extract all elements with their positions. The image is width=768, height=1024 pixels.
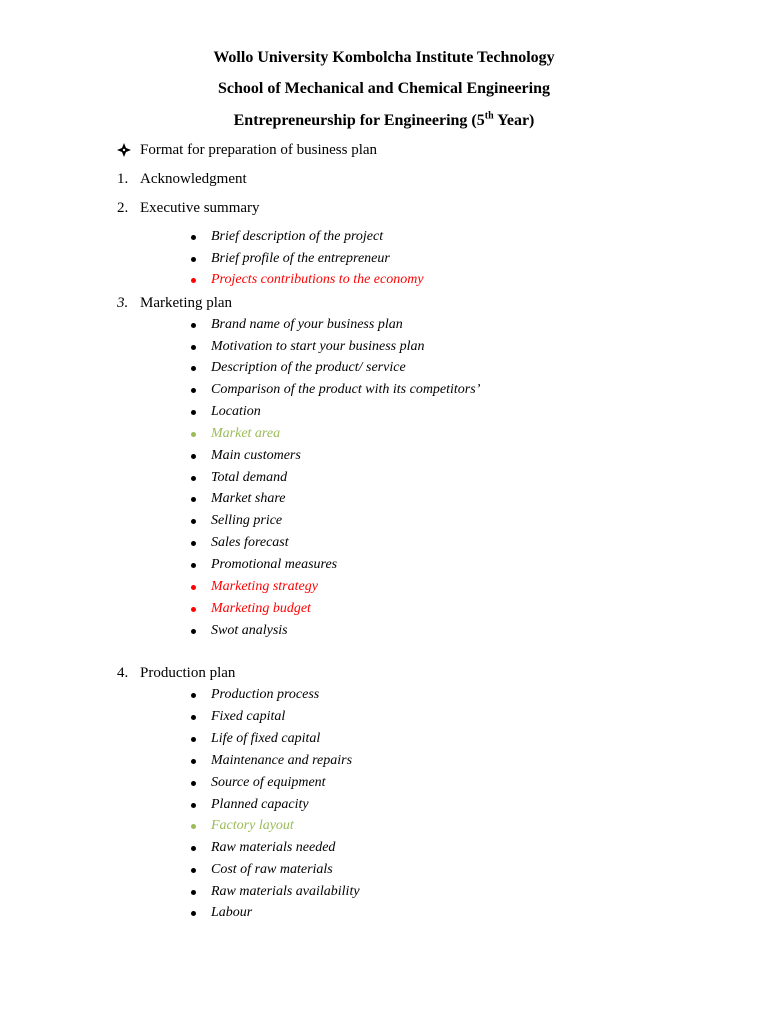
intro-line <box>0 140 768 160</box>
bullet-dot-icon <box>191 497 196 502</box>
list-item-text: Promotional measures <box>211 557 338 572</box>
bullet-dot-icon <box>191 781 196 786</box>
list-item <box>0 359 768 377</box>
list-item <box>0 425 768 443</box>
bullet-dot-icon <box>191 737 196 742</box>
bullet-dot-icon <box>191 541 196 546</box>
list-item-text: Projects contributions to the economy <box>211 272 424 287</box>
list-item-text: Brief description of the project <box>211 229 384 244</box>
list-item <box>0 534 768 552</box>
list-item <box>0 403 768 421</box>
list-item-text: Fixed capital <box>211 709 286 724</box>
list-item <box>0 817 768 835</box>
section-acknowledgment <box>0 169 768 189</box>
bullet-dot-icon <box>191 519 196 524</box>
list-item-text: Maintenance and repairs <box>211 753 353 768</box>
section-title: Executive summary <box>140 200 260 216</box>
section-number: 4. <box>117 665 129 681</box>
course-title-main: Entrepreneurship for Engineering (5 <box>233 112 485 129</box>
list-item-text: Marketing budget <box>211 601 311 616</box>
list-item-text: Total demand <box>211 470 288 485</box>
list-item <box>0 338 768 356</box>
list-item <box>0 774 768 792</box>
list-item <box>0 316 768 334</box>
list-item-text: Planned capacity <box>211 797 309 812</box>
list-item <box>0 752 768 770</box>
course-title-end: Year) <box>493 112 535 129</box>
list-item-text: Market share <box>211 491 286 506</box>
bullet-dot-icon <box>191 345 196 350</box>
list-item <box>0 490 768 508</box>
section-number: 3. <box>117 295 129 311</box>
school-title: School of Mechanical and Chemical Engineering <box>218 80 550 97</box>
section-marketing-plan <box>0 293 768 313</box>
list-item-text: Selling price <box>211 513 283 528</box>
list-item <box>0 883 768 901</box>
list-item <box>0 708 768 726</box>
bullet-dot-icon <box>191 629 196 634</box>
bullet-dot-icon <box>191 476 196 481</box>
list-item-text: Market area <box>211 426 281 441</box>
intro-text: Format for preparation of business plan <box>140 142 378 158</box>
bullet-dot-icon <box>191 432 196 437</box>
bullet-dot-icon <box>191 759 196 764</box>
section-title: Acknowledgment <box>140 171 247 187</box>
list-item <box>0 578 768 596</box>
list-item-text: Location <box>211 404 261 419</box>
list-item-text: Description of the product/ service <box>211 360 406 375</box>
list-item <box>0 381 768 399</box>
course-title-superscript: th <box>484 110 494 122</box>
list-item <box>0 686 768 704</box>
list-item-text: Raw materials needed <box>211 840 336 855</box>
list-item-text: Marketing strategy <box>211 579 318 594</box>
bullet-dot-icon <box>191 715 196 720</box>
bullet-dot-icon <box>191 323 196 328</box>
list-item <box>0 228 768 246</box>
list-item <box>0 271 768 289</box>
list-item <box>0 447 768 465</box>
bullet-dot-icon <box>191 693 196 698</box>
bullet-dot-icon <box>191 257 196 262</box>
course-title <box>0 111 768 131</box>
section-number: 2. <box>117 200 129 216</box>
bullet-dot-icon <box>191 803 196 808</box>
list-item-text: Brief profile of the entrepreneur <box>211 251 390 266</box>
list-item <box>0 861 768 879</box>
bullet-dot-icon <box>191 846 196 851</box>
list-item <box>0 904 768 922</box>
list-item-text: Main customers <box>211 448 301 463</box>
list-item <box>0 512 768 530</box>
list-item <box>0 839 768 857</box>
section-executive-summary <box>0 198 768 218</box>
list-item-text: Production process <box>211 687 320 702</box>
list-item <box>0 622 768 640</box>
bullet-dot-icon <box>191 563 196 568</box>
list-item-text: Cost of raw materials <box>211 862 333 877</box>
institution-title: Wollo University Kombolcha Institute Technology <box>213 49 555 66</box>
bullet-dot-icon <box>191 868 196 873</box>
bullet-dot-icon <box>191 366 196 371</box>
section-production-plan <box>0 663 768 683</box>
list-item-text: Life of fixed capital <box>211 731 321 746</box>
bullet-dot-icon <box>191 890 196 895</box>
list-item <box>0 600 768 618</box>
list-item-text: Brand name of your business plan <box>211 317 403 332</box>
list-item-text: Labour <box>211 905 253 920</box>
list-item-text: Source of equipment <box>211 775 326 790</box>
bullet-dot-icon <box>191 454 196 459</box>
list-item-text: Factory layout <box>211 818 294 833</box>
list-item-text: Sales forecast <box>211 535 289 550</box>
list-item-text: Raw materials availability <box>211 884 360 899</box>
section-number: 1. <box>117 171 129 187</box>
section-title: Marketing plan <box>140 295 233 311</box>
list-item <box>0 250 768 268</box>
list-item-text: Motivation to start your business plan <box>211 339 425 354</box>
list-item <box>0 730 768 748</box>
list-item-text: Comparison of the product with its competitors’ <box>211 382 481 397</box>
bullet-dot-icon <box>191 824 196 829</box>
list-item <box>0 796 768 814</box>
bullet-dot-icon <box>191 607 196 612</box>
section-title: Production plan <box>140 665 236 681</box>
bullet-dot-icon <box>191 278 196 283</box>
bullet-dot-icon <box>191 388 196 393</box>
bullet-dot-icon <box>191 585 196 590</box>
list-item <box>0 469 768 487</box>
list-item <box>0 556 768 574</box>
bullet-dot-icon <box>191 911 196 916</box>
bullet-dot-icon <box>191 235 196 240</box>
bullet-dot-icon <box>191 410 196 415</box>
list-item-text: Swot analysis <box>211 623 288 638</box>
diamond-bullet-icon <box>117 143 131 157</box>
